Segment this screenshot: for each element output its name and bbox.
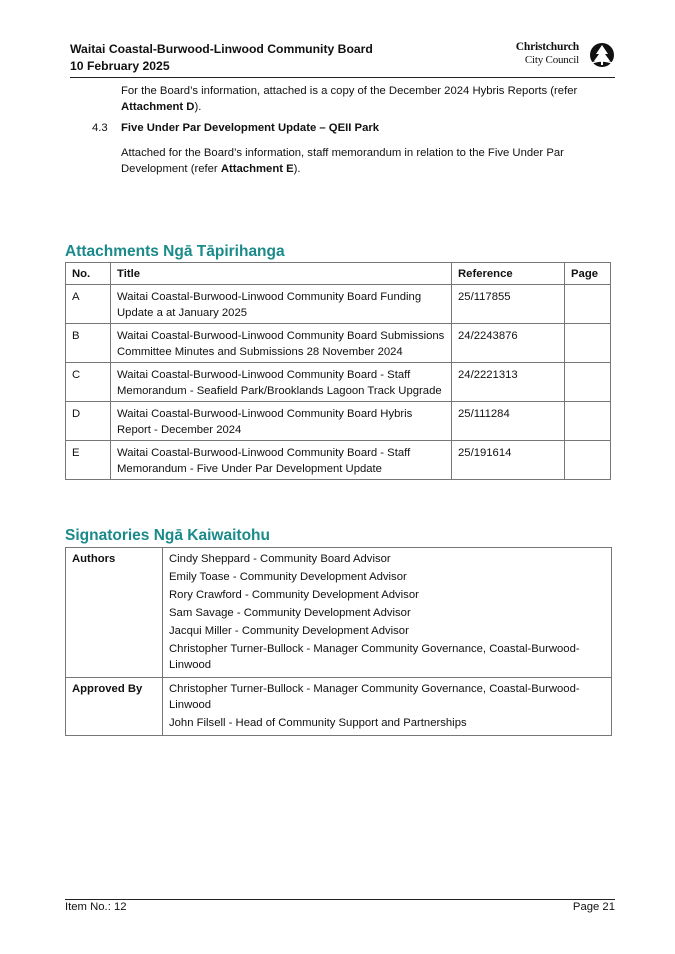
table-row [66,285,611,324]
column-header-reference: Reference [452,263,565,285]
row-page [565,363,611,402]
item-4-3-paragraph: Attached for the Board’s information, staff memorandum in relation to the Five Under Par Development (refer Attachment E). [121,147,564,175]
author-name: Cindy Sheppard - Community Board Advisor [169,553,391,565]
attachments-heading: Attachments Ngā Tāpirihanga [65,243,285,260]
row-reference: 24/2243876 [452,324,565,363]
board-name: Waitai Coastal-Burwood-Linwood Community Board [70,42,373,56]
row-reference: 24/2221313 [452,363,565,402]
council-logo [497,42,615,72]
row-title: Waitai Coastal-Burwood-Linwood Community Board Hybris Report - December 2024 [111,402,452,441]
approver-name: John Filsell - Head of Community Support and Partnerships [169,717,467,729]
attachment-d-ref: Attachment D [121,101,195,113]
table-row [66,324,611,363]
row-page [565,324,611,363]
item-number-label: Item No.: 12 [65,901,127,913]
attachment-d-paragraph: For the Board’s information, attached is a copy of the December 2024 Hybris Reports (refer Attachment D). [121,85,578,113]
signatories-table [65,547,612,736]
item-title: Five Under Par Development Update – QEII Park [121,122,380,134]
table-row [66,441,611,480]
author-name: Jacqui Miller - Community Development Advisor [169,625,409,637]
row-no: A [66,285,111,324]
signatories-heading: Signatories Ngā Kaiwaitohu [65,527,270,544]
column-header-page: Page [565,263,611,285]
table-row [66,363,611,402]
logo-line-2: City Council [524,54,579,66]
attachments-table [65,262,611,480]
row-no: D [66,402,111,441]
authors-list [163,548,612,678]
logo-line-1: Christchurch [515,41,579,53]
row-title: Waitai Coastal-Burwood-Linwood Community Board Submissions Committee Minutes and Submissions 28 November 2024 [111,324,452,363]
author-name: Sam Savage - Community Development Advisor [169,607,411,619]
row-page [565,441,611,480]
row-reference: 25/111284 [452,402,565,441]
page-footer [65,899,615,913]
meeting-date: 10 February 2025 [70,59,170,73]
column-header-title: Title [111,263,452,285]
table-header-row [66,263,611,285]
row-no: C [66,363,111,402]
authors-row [66,548,612,678]
row-no: E [66,441,111,480]
page-number: Page 21 [572,901,615,913]
row-reference: 25/117855 [452,285,565,324]
authors-label: Authors [66,548,163,678]
page-header [70,41,615,78]
row-title: Waitai Coastal-Burwood-Linwood Community Board - Staff Memorandum - Seafield Park/Brooklands Lagoon Track Upgrade [111,363,452,402]
row-title: Waitai Coastal-Burwood-Linwood Community Board - Staff Memorandum - Five Under Par Development Update [111,441,452,480]
row-page [565,285,611,324]
attachment-e-ref: Attachment E [220,163,294,175]
approvers-list [163,678,612,736]
council-emblem-icon [589,42,615,68]
row-title: Waitai Coastal-Burwood-Linwood Community Board Funding Update a at January 2025 [111,285,452,324]
author-name: Rory Crawford - Community Development Advisor [169,589,419,601]
approved-label: Approved By [66,678,163,736]
table-row [66,402,611,441]
author-name: Emily Toase - Community Development Advisor [169,571,407,583]
item-number: 4.3 [92,122,108,134]
approver-name: Christopher Turner-Bullock - Manager Community Governance, Coastal-Burwood-Linwood [169,683,580,711]
author-name: Christopher Turner-Bullock - Manager Community Governance, Coastal-Burwood-Linwood [169,643,580,671]
row-reference: 25/191614 [452,441,565,480]
column-header-no: No. [66,263,111,285]
approved-row [66,678,612,736]
row-no: B [66,324,111,363]
row-page [565,402,611,441]
